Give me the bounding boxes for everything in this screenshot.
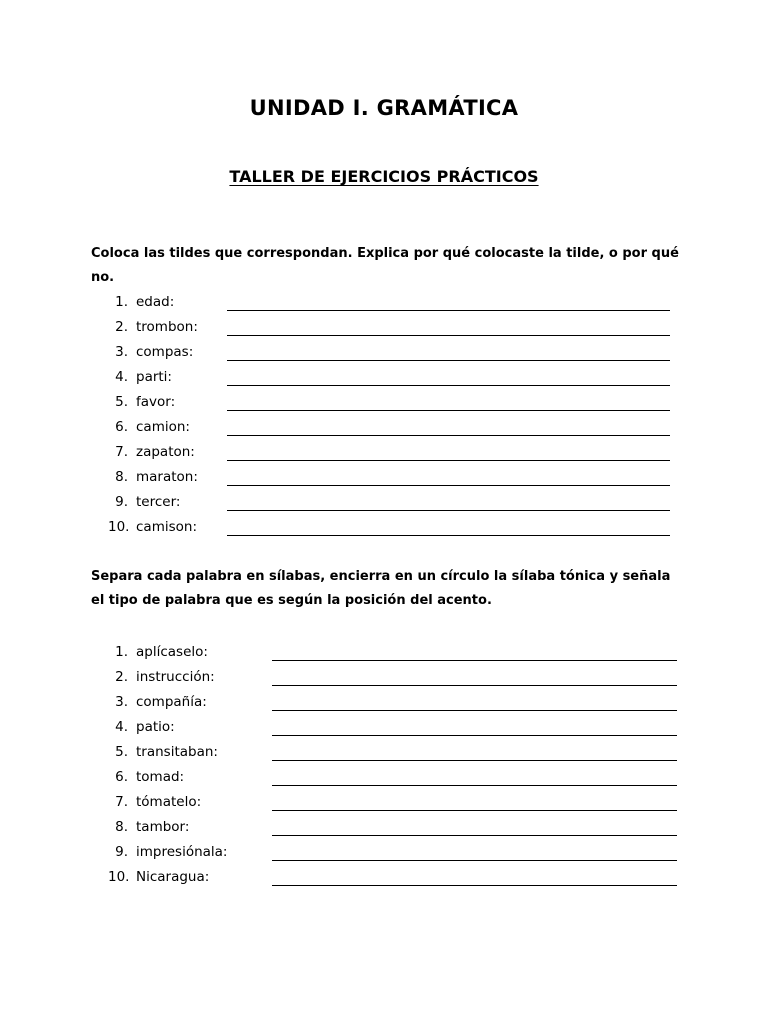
page-title: UNIDAD I. GRAMÁTICA — [249, 96, 519, 120]
item-word: camison: — [136, 519, 197, 535]
answer-line[interactable] — [272, 685, 677, 686]
list-item — [0, 515, 768, 540]
item-word: tomad: — [136, 769, 185, 785]
list-item — [0, 665, 768, 690]
answer-line[interactable] — [272, 660, 677, 661]
item-number: 3. — [115, 344, 128, 360]
answer-line[interactable] — [272, 735, 677, 736]
item-number: 10. — [108, 869, 130, 885]
exercise1-list — [0, 290, 768, 540]
list-item — [0, 715, 768, 740]
answer-line[interactable] — [227, 460, 670, 461]
list-item — [0, 365, 768, 390]
answer-line[interactable] — [227, 310, 670, 311]
list-item — [0, 865, 768, 890]
item-word: favor: — [136, 394, 176, 410]
answer-line[interactable] — [227, 410, 670, 411]
item-number: 10. — [108, 519, 130, 535]
item-word: maraton: — [136, 469, 198, 485]
item-word: camion: — [136, 419, 190, 435]
list-item — [0, 340, 768, 365]
answer-line[interactable] — [227, 385, 670, 386]
list-item — [0, 840, 768, 865]
list-item — [0, 465, 768, 490]
item-word: Nicaragua: — [136, 869, 210, 885]
exercise2-list — [0, 640, 768, 890]
list-item — [0, 390, 768, 415]
answer-line[interactable] — [227, 360, 670, 361]
item-number: 9. — [115, 494, 128, 510]
list-item — [0, 815, 768, 840]
item-number: 7. — [115, 444, 128, 460]
item-number: 4. — [115, 719, 128, 735]
item-number: 5. — [115, 394, 128, 410]
item-word: tómatelo: — [136, 794, 202, 810]
answer-line[interactable] — [227, 485, 670, 486]
answer-line[interactable] — [227, 510, 670, 511]
item-number: 4. — [115, 369, 128, 385]
answer-line[interactable] — [272, 860, 677, 861]
exercise1-instruction: Coloca las tildes que correspondan. Explica por qué colocaste la tilde, o por qué no. — [91, 246, 679, 285]
list-item — [0, 740, 768, 765]
exercise2-instruction: Separa cada palabra en sílabas, encierra en un círculo la sílaba tónica y señala el tipo de palabra que es según la posición del acento. — [91, 569, 671, 608]
item-number: 5. — [115, 744, 128, 760]
item-word: compas: — [136, 344, 194, 360]
list-item — [0, 440, 768, 465]
item-number: 3. — [115, 694, 128, 710]
list-item — [0, 415, 768, 440]
list-item — [0, 315, 768, 340]
list-item — [0, 290, 768, 315]
item-word: parti: — [136, 369, 172, 385]
item-word: tercer: — [136, 494, 181, 510]
page-subtitle — [0, 167, 768, 186]
answer-line[interactable] — [227, 335, 670, 336]
list-item — [0, 765, 768, 790]
answer-line[interactable] — [272, 785, 677, 786]
item-word: aplícaselo: — [136, 644, 208, 660]
item-word: instrucción: — [136, 669, 215, 685]
item-number: 8. — [115, 819, 128, 835]
answer-line[interactable] — [272, 835, 677, 836]
answer-line[interactable] — [272, 710, 677, 711]
list-item — [0, 690, 768, 715]
answer-line[interactable] — [272, 810, 677, 811]
item-number: 7. — [115, 794, 128, 810]
item-word: edad: — [136, 294, 175, 310]
item-word: tambor: — [136, 819, 190, 835]
answer-line[interactable] — [227, 435, 670, 436]
item-number: 6. — [115, 769, 128, 785]
list-item — [0, 790, 768, 815]
item-word: transitaban: — [136, 744, 218, 760]
item-number: 9. — [115, 844, 128, 860]
item-number: 6. — [115, 419, 128, 435]
item-number: 2. — [115, 319, 128, 335]
answer-line[interactable] — [272, 760, 677, 761]
item-word: trombon: — [136, 319, 198, 335]
item-word: impresiónala: — [136, 844, 228, 860]
item-word: zapaton: — [136, 444, 195, 460]
list-item — [0, 490, 768, 515]
item-number: 2. — [115, 669, 128, 685]
answer-line[interactable] — [227, 535, 670, 536]
item-word: compañía: — [136, 694, 207, 710]
item-number: 8. — [115, 469, 128, 485]
subtitle-text: TALLER DE EJERCICIOS PRÁCTICOS — [229, 167, 539, 186]
item-word: patio: — [136, 719, 175, 735]
item-number: 1. — [115, 294, 128, 310]
list-item — [0, 640, 768, 665]
answer-line[interactable] — [272, 885, 677, 886]
item-number: 1. — [115, 644, 128, 660]
